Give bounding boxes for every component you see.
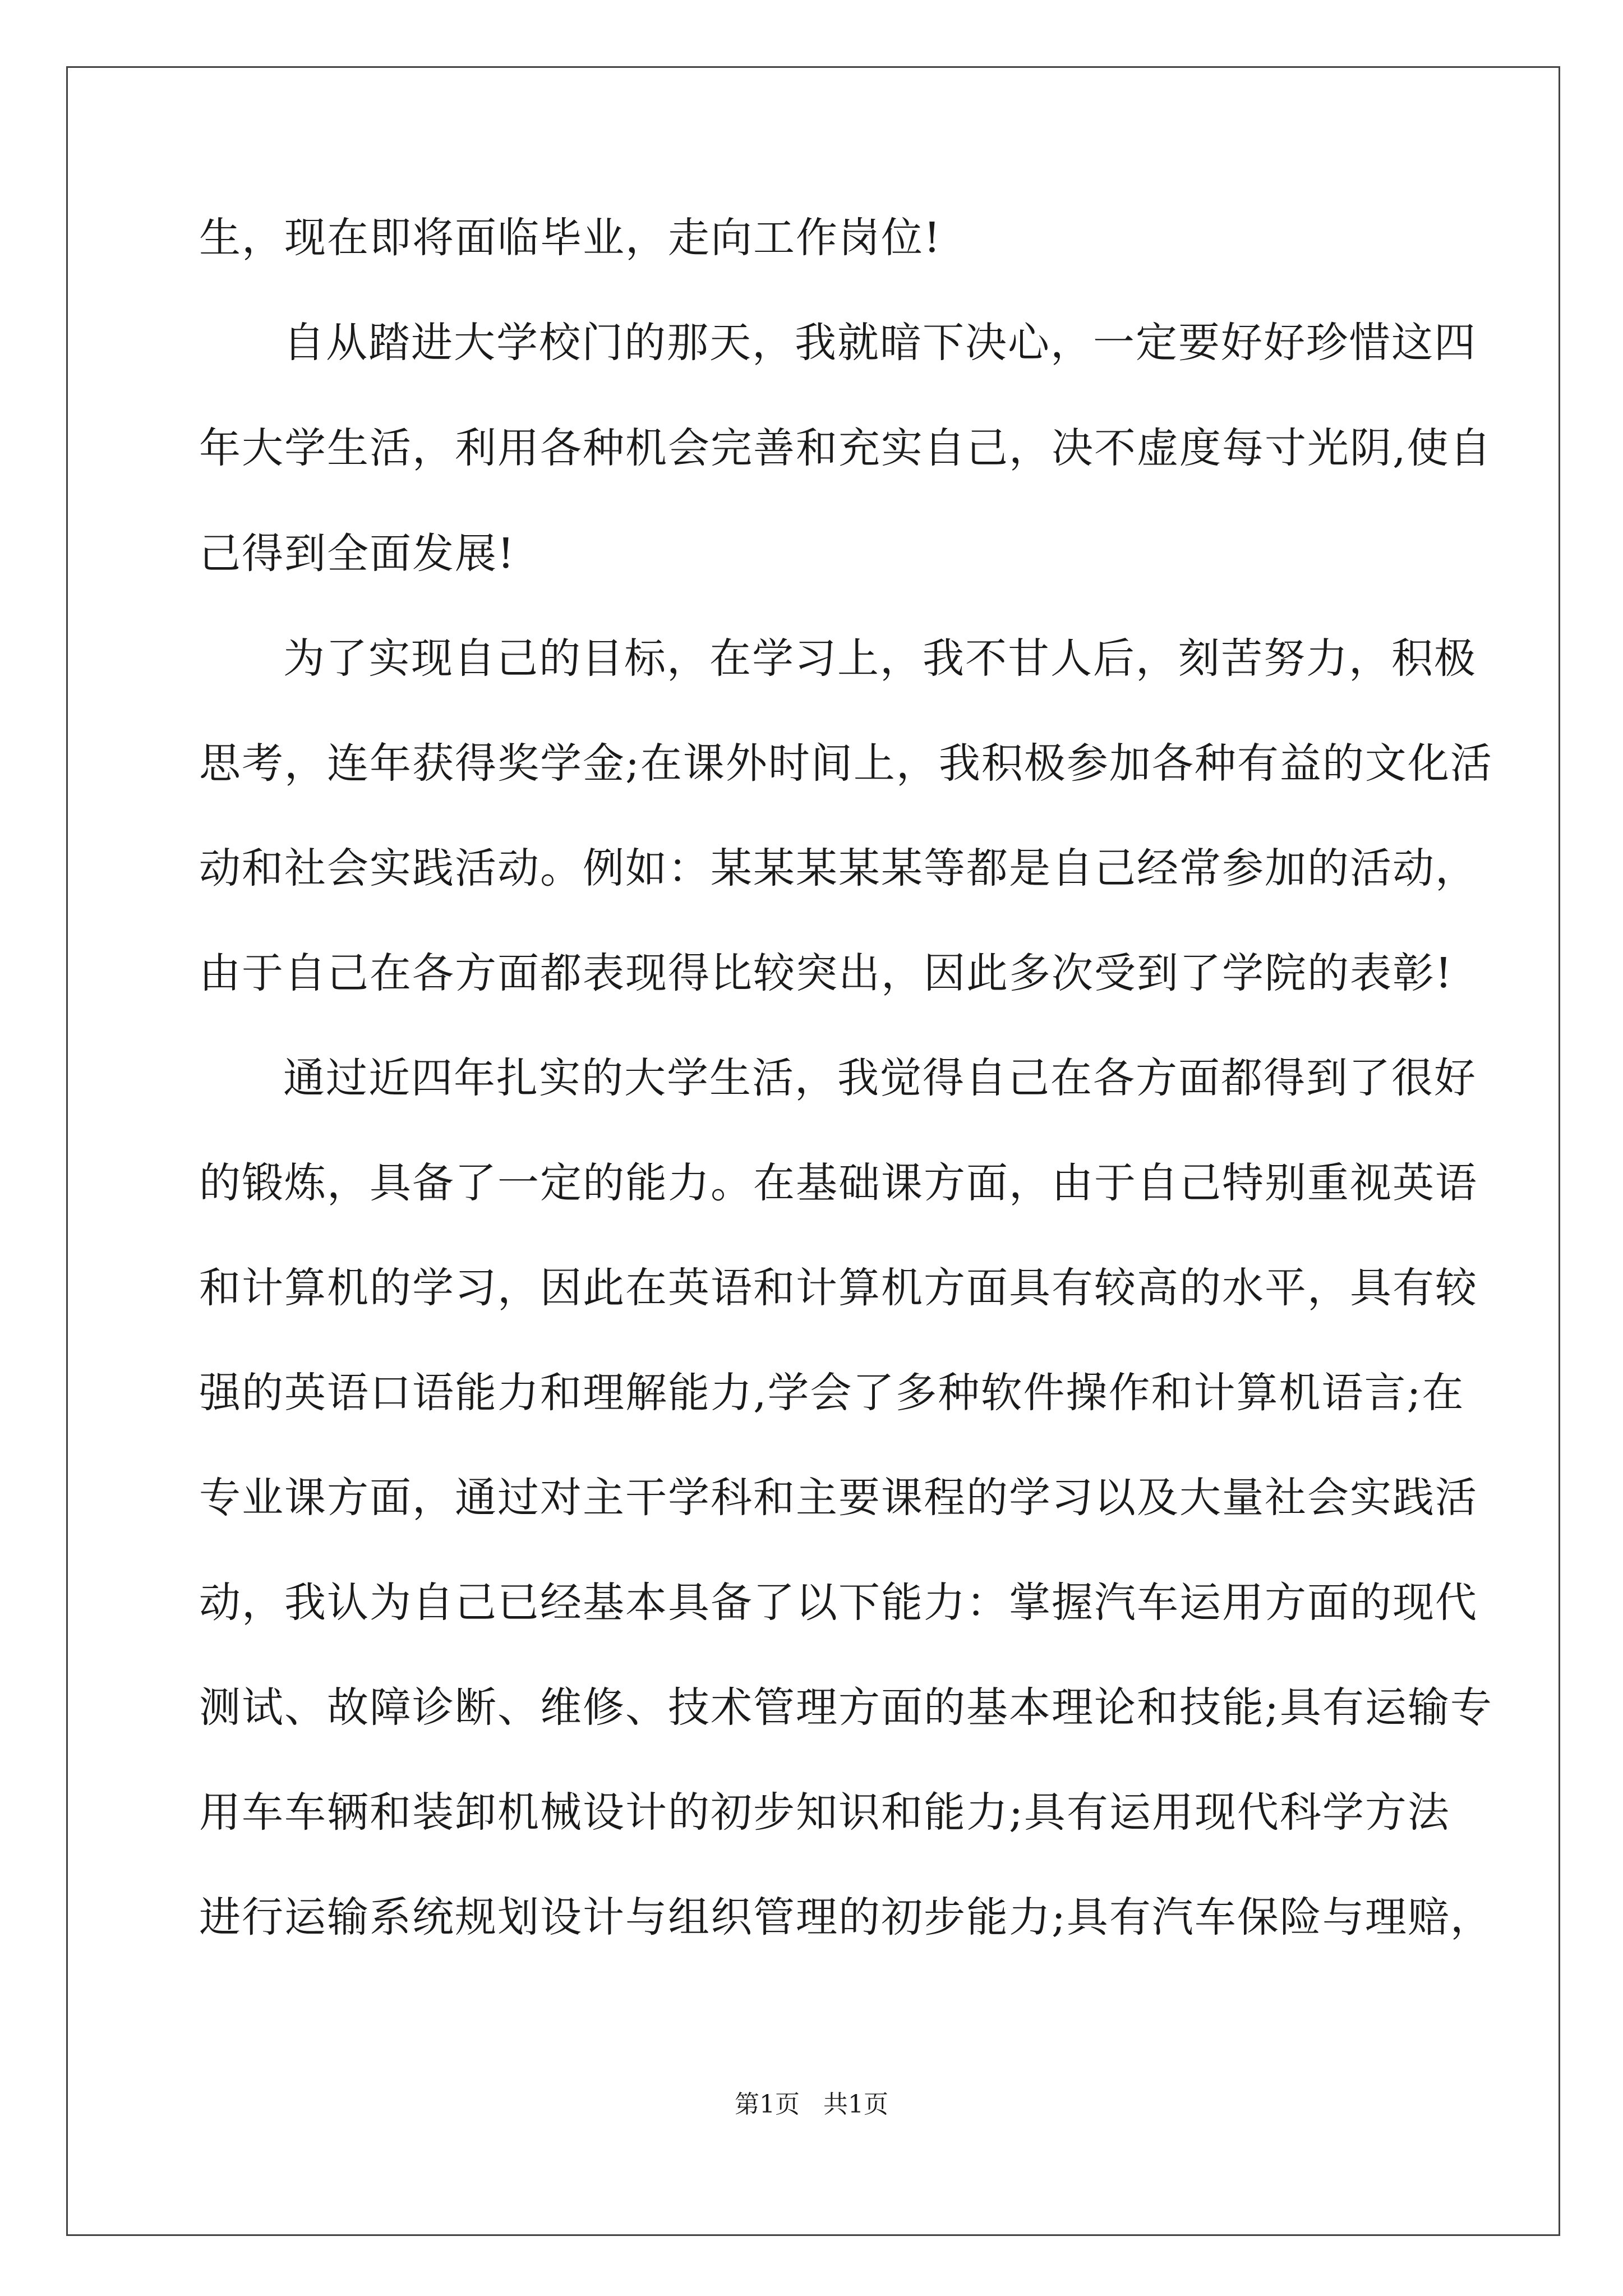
text-line: 测试、故障诊断、维修、技术管理方面的基本理论和技能;具有运输专 <box>199 1683 1493 1732</box>
text-line: 动和社会实践活动。例如：某某某某某等都是自己经常参加的活动， <box>199 844 1478 892</box>
text-line: 强的英语口语能力和理解能力,学会了多种软件操作和计算机语言;在 <box>199 1369 1465 1417</box>
text-line: 和计算机的学习，因此在英语和计算机方面具有较高的水平，具有较 <box>199 1264 1478 1312</box>
paragraph-start-line: 自从踏进大学校门的那天，我就暗下决心，一定要好好珍惜这四 <box>283 319 1477 367</box>
text-line: 动，我认为自己已经基本具备了以下能力：掌握汽车运用方面的现代 <box>199 1579 1478 1627</box>
text-line: 的锻炼，具备了一定的能力。在基础课方面，由于自己特别重视英语 <box>199 1159 1478 1207</box>
page-number-footer: 第1页 共1页 <box>735 2090 888 2119</box>
paragraph-start-line: 为了实现自己的目标，在学习上，我不甘人后，刻苦努力，积极 <box>283 634 1477 683</box>
text-line: 专业课方面，通过对主干学科和主要课程的学习以及大量社会实践活 <box>199 1474 1478 1522</box>
text-line: 生，现在即将面临毕业，走向工作岗位! <box>199 214 942 262</box>
text-line: 思考，连年获得奖学金;在课外时间上，我积极参加各种有益的文化活 <box>199 739 1493 788</box>
paragraph-start-line: 通过近四年扎实的大学生活，我觉得自己在各方面都得到了很好 <box>283 1054 1477 1102</box>
text-line: 由于自己在各方面都表现得比较突出，因此多次受到了学院的表彰! <box>199 949 1453 997</box>
text-line: 用车车辆和装卸机械设计的初步知识和能力;具有运用现代科学方法 <box>199 1788 1450 1837</box>
text-line: 己得到全面发展! <box>199 530 515 578</box>
text-line: 年大学生活，利用各种机会完善和充实自己，决不虚度每寸光阴,使自 <box>199 424 1492 472</box>
text-line: 进行运输系统规划设计与组织管理的初步能力;具有汽车保险与理赔， <box>199 1893 1493 1941</box>
